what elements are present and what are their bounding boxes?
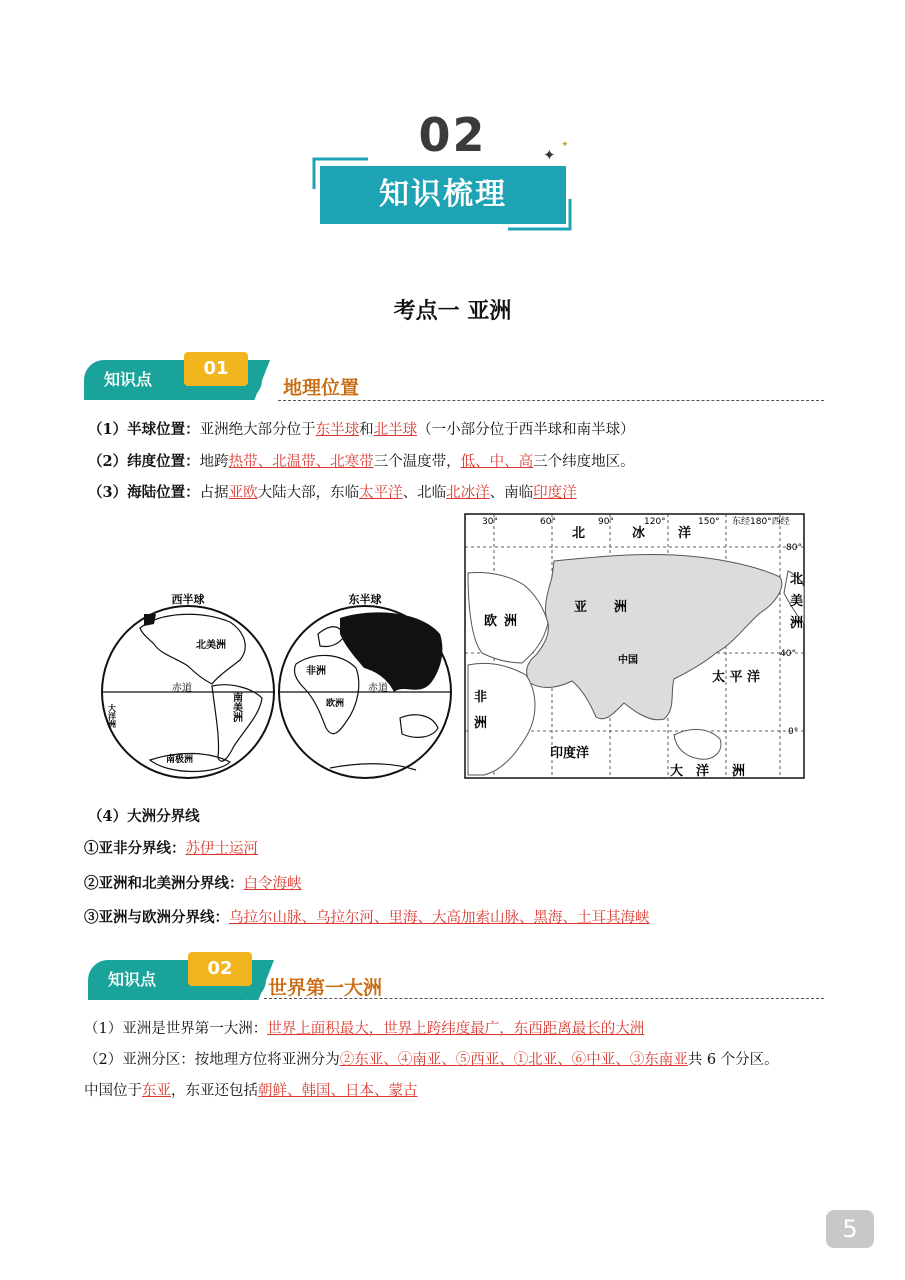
page-number: 5 — [826, 1210, 874, 1248]
africa-label: 非 — [474, 690, 488, 705]
europe-label: 欧洲 — [326, 699, 345, 709]
land-sea-line — [88, 481, 577, 502]
asia-map — [464, 513, 805, 779]
equator-label-west: 赤道 — [172, 683, 192, 694]
lon-label: 30° — [482, 517, 498, 527]
hemispheres-figure — [100, 588, 460, 784]
lat-label: 0° — [788, 727, 799, 737]
label: ②亚洲和北美洲分界线： — [84, 875, 244, 892]
answer: 印度洋 — [533, 485, 577, 501]
lon-label: 120° — [644, 517, 666, 527]
lon-east-label: 东经180°西经 — [732, 517, 790, 527]
namerica-label: 洲 — [790, 616, 804, 631]
east-asia-line — [84, 1079, 418, 1100]
lon-label: 60° — [540, 517, 556, 527]
answer: ②东亚、④南亚、⑤西亚、①北亚、⑥中亚、③东南亚 — [339, 1052, 688, 1068]
boundary-asia-europe — [84, 906, 650, 927]
text: （2）亚洲分区：按地理方位将亚洲分为 — [84, 1052, 340, 1068]
oceania-label: 洲 — [732, 764, 746, 779]
knowledge-title-02: 世界第一大洲 — [268, 977, 383, 999]
answer: 白令海峡 — [243, 876, 302, 892]
text: 地跨 — [199, 454, 229, 470]
text: 亚洲绝大部分位于 — [199, 422, 316, 438]
answer: 热带、北温带、北寒带 — [228, 454, 374, 470]
text: （一小部分位于西半球和南半球） — [417, 422, 635, 438]
arctic-label: 洋 — [678, 526, 692, 541]
lat-label: 40° — [780, 649, 796, 659]
namerica-label: 北 — [790, 572, 804, 587]
boundaries-title: （4）大洲分界线 — [88, 808, 200, 825]
divider — [278, 400, 824, 401]
oceania-west-label: 大洋洲 — [107, 704, 117, 728]
divider — [264, 998, 824, 999]
text: 、北临 — [402, 485, 447, 501]
africa-label: 洲 — [474, 716, 488, 731]
label: （2）纬度位置： — [88, 453, 200, 470]
badge-label: 知识点 — [104, 370, 153, 389]
hemisphere-line — [88, 418, 635, 439]
text: 中国位于 — [84, 1083, 142, 1099]
knowledge-title-01: 地理位置 — [283, 377, 360, 399]
sparkle-icon: ✦ — [543, 146, 556, 164]
china-label: 中国 — [618, 655, 638, 666]
label: ③亚洲与欧洲分界线： — [84, 909, 229, 926]
equator-label-east: 赤道 — [368, 683, 388, 694]
arctic-label: 北 — [572, 526, 586, 541]
badge-number: 01 — [184, 352, 248, 386]
section-title: 知识梳理 — [320, 166, 566, 224]
badge-number: 02 — [188, 952, 252, 986]
answer: 朝鲜、韩国、日本、蒙古 — [258, 1083, 418, 1099]
indian-ocean-label: 印度洋 — [550, 746, 590, 761]
answer: 北冰洋 — [446, 485, 490, 501]
knowledge-badge-02 — [88, 952, 278, 1000]
europe-label: 欧 — [484, 614, 498, 629]
answer: 太平洋 — [359, 485, 403, 501]
europe-label: 洲 — [504, 614, 518, 629]
latitude-line — [88, 450, 635, 471]
oceania-label: 大 — [670, 764, 684, 779]
answer: 乌拉尔山脉、乌拉尔河、里海、大高加索山脉、黑海、土耳其海峡 — [229, 910, 650, 926]
boundary-asia-namerica — [84, 872, 302, 893]
badge-label: 知识点 — [108, 970, 157, 989]
text: 、南临 — [489, 485, 534, 501]
label: （3）海陆位置： — [88, 484, 200, 501]
africa-label: 非洲 — [306, 666, 326, 677]
text: 和 — [359, 422, 374, 438]
lat-label: 80° — [786, 543, 802, 553]
label: （1）半球位置： — [88, 421, 200, 438]
topic-heading: 考点一 亚洲 — [393, 299, 512, 324]
label: ①亚非分界线： — [84, 840, 186, 857]
answer: 东亚 — [142, 1083, 171, 1099]
namerica-label: 美 — [790, 594, 804, 609]
text: 三个纬度地区。 — [533, 454, 635, 470]
regions-line — [84, 1048, 779, 1069]
lon-label: 90° — [598, 517, 614, 527]
text: ，东亚还包括 — [171, 1083, 258, 1099]
text: 占据 — [199, 485, 229, 501]
section-number: 02 — [418, 108, 487, 162]
text: 大陆大部，东临 — [257, 485, 360, 501]
answer: 北半球 — [373, 422, 418, 438]
boundary-asia-africa — [84, 837, 258, 858]
west-hemisphere-title: 西半球 — [171, 593, 205, 606]
na-label: 北美洲 — [196, 640, 226, 651]
sparkle-small-icon: ✦ — [561, 140, 569, 150]
text: （1）亚洲是世界第一大洲： — [84, 1021, 268, 1037]
knowledge-badge-01 — [84, 352, 274, 400]
answer: 东半球 — [315, 422, 360, 438]
pacific-label: 太 平 洋 — [712, 670, 761, 685]
asia-label: 洲 — [614, 600, 628, 615]
lon-label: 150° — [698, 517, 720, 527]
text: 共 6 个分区。 — [687, 1052, 779, 1068]
sa-label: 南美洲 — [230, 692, 242, 722]
answer: 低、中、高 — [460, 454, 534, 470]
arctic-label: 冰 — [632, 526, 646, 541]
asia-label: 亚 — [574, 600, 588, 615]
text: 三个温度带， — [373, 454, 461, 470]
east-hemisphere-title: 东半球 — [348, 593, 382, 606]
largest-continent-line — [84, 1017, 644, 1038]
answer: 世界上面积最大，世界上跨纬度最广，东西距离最长的大洲 — [267, 1021, 645, 1037]
oceania-label: 洋 — [696, 764, 710, 779]
answer: 亚欧 — [228, 485, 258, 501]
answer: 苏伊士运河 — [185, 841, 258, 857]
antarctica-label: 南极洲 — [166, 755, 194, 765]
